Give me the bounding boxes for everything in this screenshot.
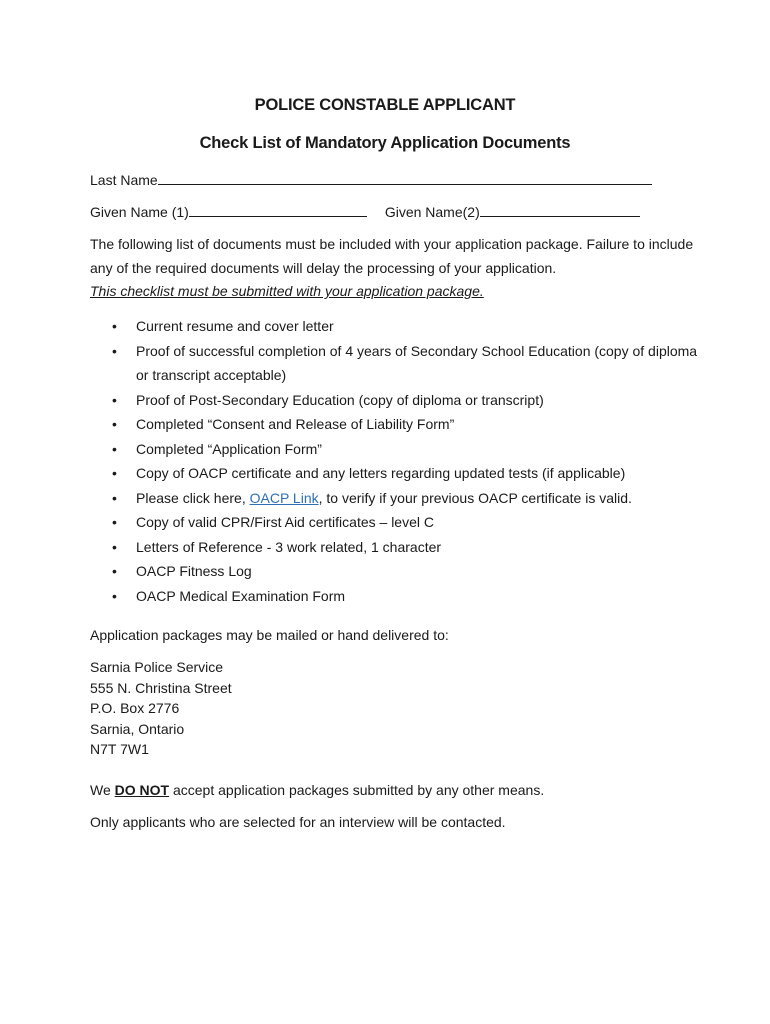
list-item <box>90 461 700 486</box>
bullet-icon: • <box>112 416 117 432</box>
list-item-text: Proof of successful completion of 4 years of Secondary School Education (copy of diploma or transcript acceptable) <box>136 342 698 383</box>
given-name-2-label: Given Name(2) <box>384 204 480 220</box>
bullet-icon: • <box>112 342 117 359</box>
bullet-icon: • <box>112 465 117 481</box>
contact-note: Only applicants who are selected for an interview will be contacted. <box>90 814 506 830</box>
list-item <box>90 486 700 511</box>
list-item-text: Copy of OACP certificate and any letters regarding updated tests (if applicable) <box>136 465 626 481</box>
address-line: P.O. Box 2776 <box>90 700 180 716</box>
list-item <box>90 584 700 609</box>
mailing-address <box>90 657 232 760</box>
list-item-text: Please click here, <box>136 489 246 506</box>
list-item <box>90 510 700 535</box>
given-name-2-blank[interactable] <box>480 203 640 217</box>
intro-text: The following list of documents must be included with your application package. Failure to include any of the required documents will delay the processing of your application. <box>90 236 694 276</box>
bullet-icon: • <box>112 563 117 579</box>
list-item <box>90 437 700 462</box>
list-item <box>90 535 700 560</box>
last-name-field <box>90 171 652 188</box>
link-suffix-text: , to verify if your previous OACP certificate is valid. <box>318 489 632 506</box>
notice-prefix: We <box>90 782 115 798</box>
list-item-text: OACP Medical Examination Form <box>136 587 346 604</box>
list-item <box>90 339 700 388</box>
intro-paragraph <box>90 233 700 304</box>
bullet-icon: • <box>112 489 117 506</box>
notice-emphasis: DO NOT <box>114 782 170 798</box>
mailing-intro: Application packages may be mailed or hand delivered to: <box>90 627 449 643</box>
list-item-text: Completed “Application Form” <box>136 440 322 457</box>
list-item-text: Letters of Reference - 3 work related, 1 character <box>136 538 442 555</box>
bullet-icon: • <box>112 587 117 604</box>
list-item-text: OACP Fitness Log <box>136 563 252 579</box>
submission-notice <box>90 782 544 798</box>
intro-emphasis: This checklist must be submitted with your application package. <box>90 283 484 299</box>
document-subtitle: Check List of Mandatory Application Documents <box>199 134 571 152</box>
list-item-text: Completed “Consent and Release of Liability Form” <box>136 416 455 432</box>
address-line: Sarnia, Ontario <box>90 720 185 737</box>
address-line: N7T 7W1 <box>90 741 149 757</box>
last-name-blank[interactable] <box>158 171 652 185</box>
list-item-text: Current resume and cover letter <box>136 318 334 334</box>
list-item-text: Copy of valid CPR/First Aid certificates – level C <box>136 514 434 530</box>
oacp-link[interactable]: OACP Link <box>249 489 319 506</box>
bullet-icon: • <box>112 318 117 334</box>
last-name-label: Last Name <box>90 172 158 188</box>
bullet-icon: • <box>112 538 117 555</box>
list-item <box>90 388 700 413</box>
given-name-1-blank[interactable] <box>189 203 367 217</box>
notice-suffix: accept application packages submitted by any other means. <box>169 782 545 798</box>
list-item-text: Proof of Post-Secondary Education (copy of diploma or transcript) <box>136 391 544 408</box>
list-item <box>90 412 700 437</box>
address-line: 555 N. Christina Street <box>90 679 232 696</box>
given-name-1-label: Given Name (1) <box>90 204 189 220</box>
address-line: Sarnia Police Service <box>90 659 224 675</box>
list-item <box>90 559 700 584</box>
given-names-row <box>90 203 640 220</box>
bullet-icon: • <box>112 391 117 408</box>
bullet-icon: • <box>112 440 117 457</box>
bullet-icon: • <box>112 514 117 530</box>
list-item <box>90 314 700 339</box>
document-checklist <box>90 314 700 608</box>
document-title: POLICE CONSTABLE APPLICANT <box>254 96 516 114</box>
